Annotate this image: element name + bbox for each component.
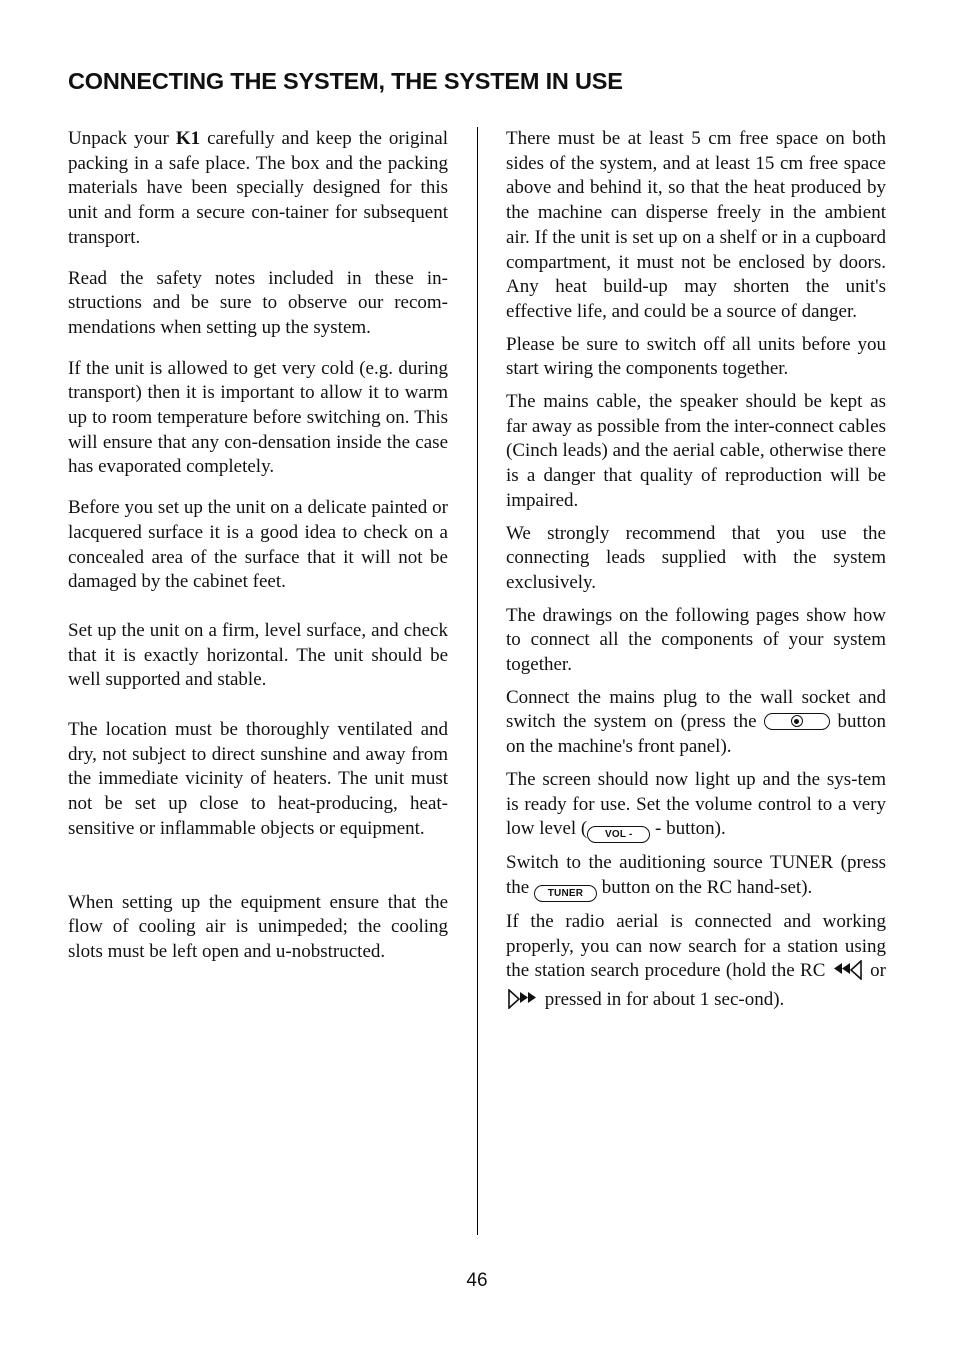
power-button-icon <box>764 713 830 730</box>
paragraph-level-surface: Set up the unit on a firm, level surface, and check that it is exactly horizontal. The unit should be well supported and stable. <box>68 619 448 691</box>
paragraph-screen-post: - button). <box>650 818 726 840</box>
paragraph-unpack-pre: Unpack your <box>68 128 176 149</box>
paragraph-station-search <box>506 910 886 1017</box>
paragraph-free-space: There must be at least 5 cm free space on both sides of the system, and at least 15 cm free space above and behind it, so that the heat produced by the machine can disperse freely in the ambient air. If the unit is set up on a shelf or in a cupboard compartment, it must not be enclosed by doors. Any heat build-up may shorten the unit's effective life, and could be a source of danger. <box>506 128 886 322</box>
paragraph-unpack-post: carefully and keep the original packing in a safe place. The box and the packing materials have been specially designed for this unit and form a secure con-tainer for subsequent transport. <box>68 128 448 248</box>
paragraph-station-search-mid: or <box>864 960 887 982</box>
tuner-button-icon: TUNER <box>534 885 597 902</box>
skip-back-icon <box>831 960 865 988</box>
paragraph-screen-pre: The screen should now light up and the sys-tem is ready for use. Set the volume control to a very low level ( <box>506 768 886 840</box>
paragraph-tuner <box>506 851 886 902</box>
paragraph-surface: Before you set up the unit on a delicate painted or lacquered surface it is a good idea to check on a concealed area of the surface that it will not be damaged by the cabinet feet. <box>68 497 448 593</box>
vol-minus-button-icon: VOL - <box>587 826 650 843</box>
paragraph-unpack <box>68 127 448 251</box>
paragraph-mains-plug-pre: Connect the mains plug to the wall socket and switch the system on (press the <box>506 686 886 733</box>
skip-forward-icon <box>506 989 540 1017</box>
paragraph-mains-plug <box>506 686 886 760</box>
column-divider <box>477 127 478 1235</box>
paragraph-drawings: The drawings on the following pages show how to connect all the components of your system together. <box>506 604 886 676</box>
paragraph-safety-notes: Read the safety notes included in these in-structions and be sure to observe our recom-mendations when setting up the system. <box>68 267 448 338</box>
model-name: K1 <box>175 128 201 149</box>
page-title: CONNECTING THE SYSTEM, THE SYSTEM IN USE <box>68 68 623 94</box>
paragraph-switch-off: Please be sure to switch off all units before you start wiring the components together. <box>506 333 886 380</box>
right-column <box>506 127 886 1017</box>
paragraph-ventilation: The location must be thoroughly ventilated and dry, not subject to direct sunshine and away from the immediate vicinity of heaters. The unit must not be set up close to heat-producing, heat-sensitive or inflammable objects or equipment. <box>68 719 448 839</box>
paragraph-cooling-air: When setting up the equipment ensure that the flow of cooling air is unimpeded; the cooling slots must be left open and u-nobstructed. <box>68 891 448 962</box>
paragraph-tuner-pre: Switch to the auditioning source TUNER (press the <box>506 852 886 898</box>
left-column <box>68 127 448 965</box>
paragraph-station-search-pre: If the radio aerial is connected and working properly, you can now search for a station using the station search procedure (hold the RC <box>506 910 886 982</box>
paragraph-station-search-post: pressed in for about 1 sec-ond). <box>540 989 785 1011</box>
paragraph-mains-cable: The mains cable, the speaker should be kept as far away as possible from the inter-connect cables (Cinch leads) and the aerial cable, otherwise there is a danger that quality of reproduction will be impaired. <box>506 391 886 511</box>
paragraph-screen <box>506 768 886 843</box>
page-number: 46 <box>466 1270 488 1291</box>
paragraph-tuner-post: button on the RC hand-set). <box>596 876 813 898</box>
paragraph-mains-plug-post: button on the machine's front panel). <box>506 711 887 758</box>
paragraph-leads: We strongly recommend that you use the connecting leads supplied with the system exclusively. <box>506 522 886 593</box>
paragraph-cold: If the unit is allowed to get very cold (e.g. during transport) then it is important to allow it to warm up to room temperature before switching on. This will ensure that any con-densation inside the case has evaporated completely. <box>68 357 448 478</box>
